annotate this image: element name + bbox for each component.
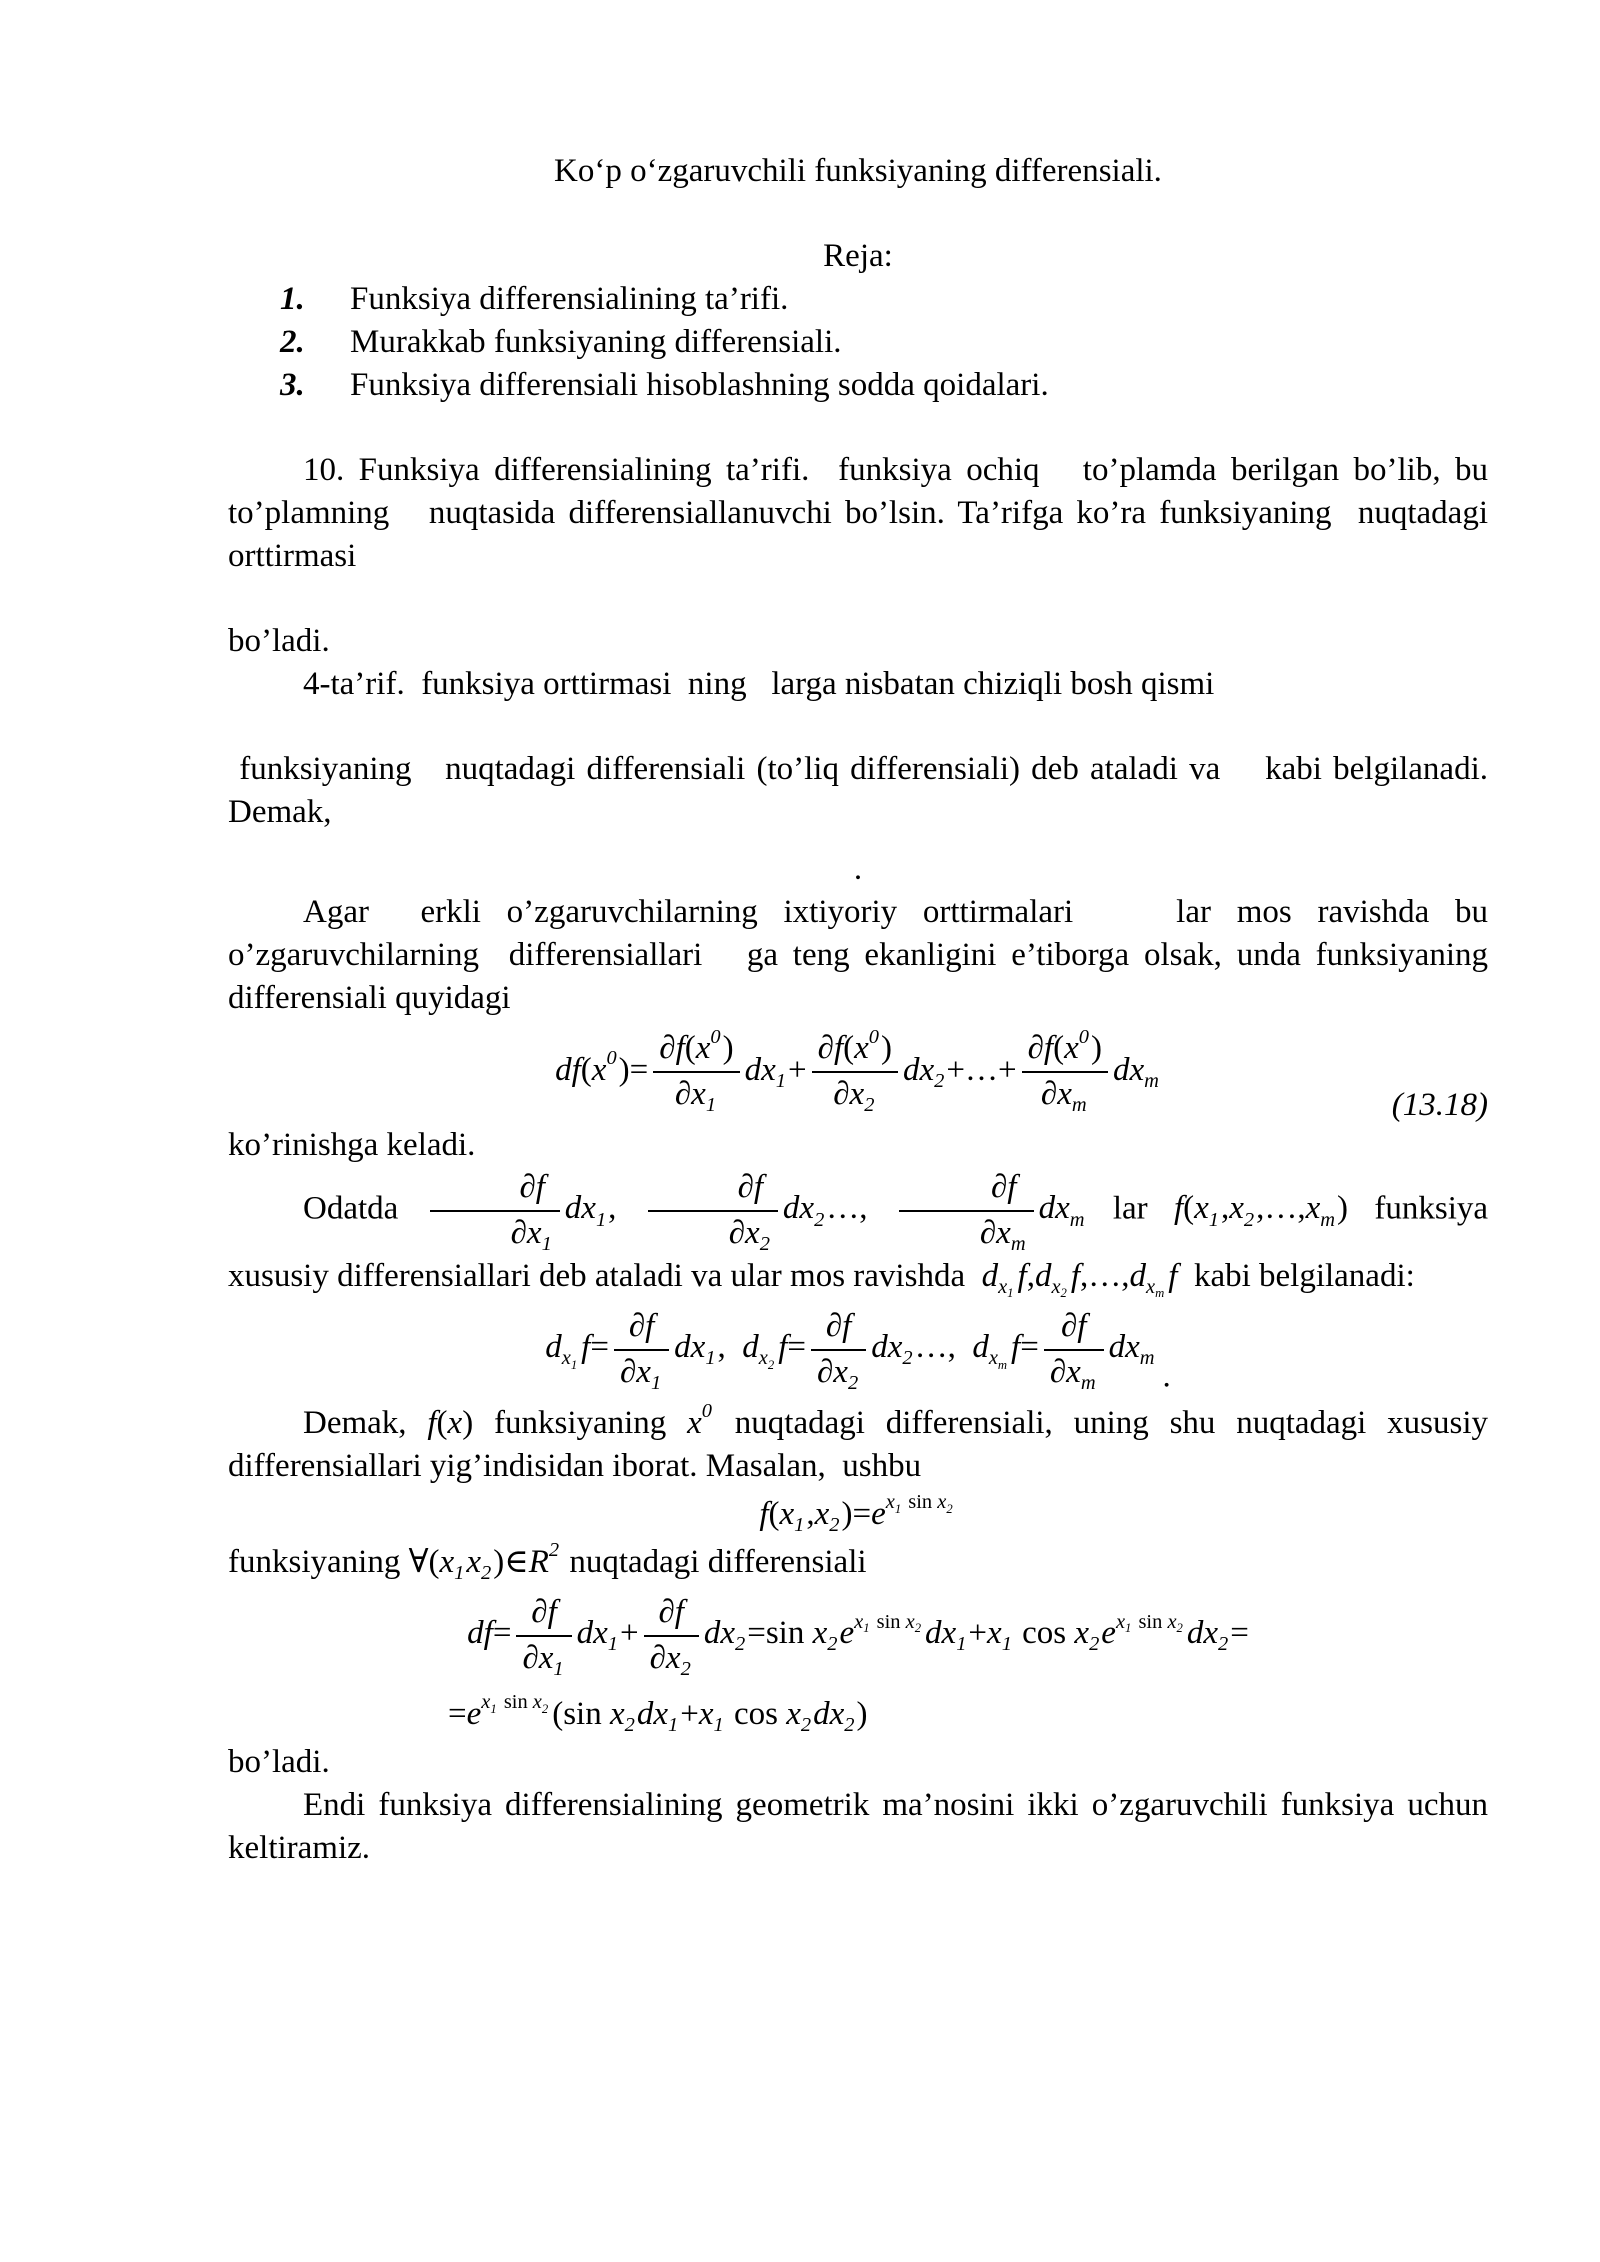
- fraction-numerator: [899, 1169, 1034, 1212]
- math-text: cos: [1013, 1615, 1075, 1652]
- math-symbol: dx: [813, 1695, 845, 1732]
- math-symbol: ∂x: [510, 1214, 542, 1251]
- list-item-text: Murakkab funksiyaning differensiali.: [350, 324, 842, 360]
- math-symbol: ∂f: [659, 1030, 685, 1066]
- lone-period: .: [853, 851, 863, 887]
- math-superscript: [1115, 1610, 1185, 1636]
- math-symbol: x: [532, 1691, 542, 1714]
- fraction-numerator: [614, 1308, 669, 1351]
- math-text: …,: [826, 1190, 894, 1227]
- math-symbol: ∂f: [658, 1593, 684, 1630]
- math-subscript: [998, 1275, 1015, 1301]
- math-symbol: dx: [1112, 1051, 1145, 1088]
- math-text: ,: [717, 1329, 743, 1366]
- list-item-text: Funksiya differensialining ta’rifi.: [350, 281, 789, 317]
- fraction: [812, 1025, 898, 1117]
- inline-math: [408, 1539, 562, 1584]
- math-symbol: x: [1115, 1610, 1126, 1633]
- math-symbol: x: [1146, 1275, 1156, 1298]
- math-symbol: x: [698, 1695, 714, 1732]
- math-symbol: ∂f: [825, 1307, 852, 1344]
- document-title: Ko‘p o‘zgaruvchili funksiyaning differensiali.: [554, 153, 1162, 189]
- math-subscript: [1146, 1275, 1166, 1301]
- inline-math: [425, 1168, 1087, 1255]
- paragraph-korinish: ko’rinishga keladi.: [228, 1126, 476, 1163]
- math-text: sin: [903, 1491, 938, 1514]
- math-subscript: 1: [1001, 1633, 1012, 1656]
- math-subscript: 2: [624, 1713, 635, 1736]
- math-subscript: m: [1071, 1094, 1087, 1117]
- math-symbol: x: [561, 1347, 571, 1370]
- math-symbol: x: [905, 1610, 915, 1633]
- math-symbol: x: [854, 1610, 864, 1633]
- math-subscript: 1: [956, 1633, 967, 1656]
- math-symbol: e: [839, 1615, 855, 1652]
- math-text: =: [1230, 1615, 1249, 1652]
- math-subscript: 1: [794, 1513, 805, 1536]
- fraction: [653, 1025, 739, 1117]
- math-superscript: 0: [868, 1025, 879, 1048]
- math-text: =: [787, 1329, 806, 1366]
- math-subscript: 2: [829, 1513, 840, 1536]
- math-text: =: [492, 1615, 512, 1652]
- math-subscript: m: [1144, 1069, 1159, 1092]
- fraction-denominator: [812, 1073, 898, 1117]
- math-symbol: ∂f: [628, 1307, 655, 1344]
- math-symbol: d: [545, 1329, 562, 1366]
- math-symbol: x: [466, 1543, 482, 1580]
- math-symbol: ∂x: [1049, 1353, 1081, 1390]
- math-text: ,…,: [1080, 1257, 1130, 1294]
- math-symbol: x: [1167, 1610, 1177, 1633]
- math-symbol: ∂x: [817, 1353, 848, 1390]
- math-symbol: x: [1229, 1190, 1244, 1227]
- list-marker: 2.: [280, 324, 305, 360]
- math-expression: [759, 1491, 956, 1536]
- math-symbol: ∂f: [1027, 1030, 1054, 1066]
- math-symbol: f: [778, 1329, 788, 1366]
- formula-13-18: [228, 1020, 1488, 1124]
- math-symbol: ∂x: [979, 1214, 1011, 1251]
- math-subscript: m: [1139, 1347, 1155, 1370]
- math-subscript: 1: [650, 1371, 662, 1394]
- formula-partial-differentials: [228, 1298, 1488, 1402]
- math-symbol: d: [981, 1257, 999, 1294]
- math-symbol: x: [447, 1404, 463, 1441]
- math-subscript: 1: [705, 1094, 717, 1117]
- math-subscript: [988, 1347, 1009, 1372]
- math-subscript: 2: [1060, 1286, 1067, 1301]
- math-text: ∈: [504, 1543, 529, 1580]
- math-symbol: R: [528, 1543, 549, 1580]
- math-symbol: ∂f: [990, 1168, 1017, 1205]
- paragraph-endi: Endi funksiya differensialining geometrik ma’nosini ikki o’zgaruvchili funksiya uchun keltiramiz.: [228, 1786, 1488, 1866]
- spacer: [228, 578, 1488, 620]
- math-text: ): [722, 1030, 734, 1066]
- math-subscript: m: [1069, 1208, 1085, 1231]
- math-expression: [555, 1025, 1161, 1117]
- inline-math: [427, 1405, 473, 1441]
- list-item: [280, 278, 1488, 321]
- math-symbol: f: [1011, 1329, 1021, 1366]
- math-symbol: x: [812, 1615, 828, 1652]
- fraction-numerator: [1022, 1025, 1108, 1073]
- spacer: [228, 706, 1488, 748]
- math-symbol: e: [466, 1695, 482, 1732]
- math-superscript: 2: [548, 1539, 560, 1562]
- math-subscript: 2: [847, 1371, 859, 1394]
- math-symbol: x: [779, 1495, 795, 1532]
- fraction-numerator: [430, 1169, 560, 1212]
- math-symbol: dx: [744, 1051, 776, 1088]
- math-subscript: 2: [800, 1713, 812, 1736]
- formula-example-function: [228, 1488, 1488, 1541]
- math-symbol: dx: [925, 1615, 957, 1652]
- math-text: +: [620, 1615, 639, 1652]
- fraction: [516, 1594, 571, 1678]
- math-symbol: ∂f: [1060, 1307, 1087, 1344]
- fraction: [648, 1169, 778, 1253]
- math-subscript: m: [1010, 1232, 1026, 1255]
- math-symbol: ∂f: [737, 1168, 764, 1205]
- math-symbol: ∂x: [728, 1214, 760, 1251]
- fraction-denominator: [811, 1351, 866, 1392]
- math-subscript: 2: [767, 1357, 775, 1372]
- math-text: +: [680, 1695, 699, 1732]
- math-text: =: [747, 1615, 766, 1652]
- math-subscript: 2: [734, 1633, 746, 1656]
- plan-list: [228, 278, 1488, 407]
- math-expression: [545, 1307, 1171, 1395]
- math-symbol: ∂f: [817, 1030, 844, 1066]
- math-symbol: x: [1305, 1190, 1321, 1227]
- fraction-denominator: [516, 1637, 571, 1678]
- math-subscript: 1: [775, 1069, 787, 1092]
- math-text: ): [1090, 1030, 1102, 1066]
- fraction-numerator: [516, 1594, 571, 1637]
- math-text: ): [881, 1030, 892, 1066]
- math-symbol: d: [742, 1329, 759, 1366]
- math-symbol: x: [1064, 1030, 1079, 1066]
- math-text: (: [1183, 1190, 1195, 1227]
- math-subscript: 2: [1218, 1633, 1229, 1656]
- math-subscript: 1: [553, 1657, 564, 1680]
- math-subscript: 1: [705, 1347, 716, 1370]
- math-subscript: 2: [946, 1501, 953, 1516]
- fraction: [430, 1169, 560, 1253]
- math-symbol: x: [987, 1615, 1002, 1652]
- fraction-denominator: [644, 1637, 699, 1678]
- math-symbol: x: [609, 1695, 625, 1732]
- math-subscript: 2: [1176, 1621, 1183, 1636]
- math-symbol: ∂x: [522, 1639, 554, 1676]
- inline-math: [687, 1400, 714, 1441]
- math-superscript: 0: [701, 1400, 712, 1423]
- math-expression: [467, 1593, 1249, 1680]
- math-symbol: x: [1194, 1190, 1209, 1227]
- math-symbol: dx: [636, 1695, 668, 1732]
- fraction: [1044, 1308, 1104, 1392]
- list-marker: 1.: [280, 281, 305, 317]
- math-text: (: [843, 1030, 855, 1066]
- math-subscript: 2: [481, 1561, 492, 1584]
- reja-heading: Reja:: [823, 238, 893, 274]
- math-subscript: 2: [827, 1633, 838, 1656]
- list-item: [280, 321, 1488, 364]
- list-marker: 3.: [280, 367, 305, 403]
- math-text: =: [629, 1051, 649, 1088]
- math-text: (: [684, 1030, 696, 1066]
- math-subscript: m: [997, 1357, 1008, 1372]
- math-superscript: [885, 1491, 955, 1516]
- math-symbol: dx: [576, 1615, 608, 1652]
- math-subscript: m: [1080, 1371, 1096, 1394]
- spacer: [228, 407, 1488, 449]
- math-subscript: 1: [607, 1633, 618, 1656]
- fraction-numerator: [648, 1169, 778, 1212]
- math-symbol: ∂x: [649, 1639, 681, 1676]
- paragraph-demak: Demak, f(x) funksiyaning $x^0$ nuqtadagi differensiali, uning shu nuqtadagi xususiy differensiallari yig’indisidan iborat. Masalan, ushbu: [228, 1400, 1488, 1484]
- math-subscript: 1: [894, 1501, 902, 1516]
- math-symbol: df: [555, 1051, 581, 1088]
- math-text: ,: [1026, 1257, 1035, 1294]
- math-subscript: 2: [914, 1621, 922, 1636]
- math-superscript: 0: [606, 1047, 617, 1070]
- fraction-denominator: [648, 1212, 778, 1253]
- math-subscript: 2: [1089, 1633, 1100, 1656]
- math-symbol: f: [1017, 1257, 1027, 1294]
- math-subscript: 2: [1243, 1208, 1255, 1231]
- math-superscript: [481, 1691, 550, 1716]
- math-text: (: [552, 1695, 564, 1732]
- math-text: ): [462, 1404, 474, 1441]
- fraction-denominator: [1022, 1073, 1108, 1117]
- math-subscript: 1: [1208, 1208, 1219, 1231]
- math-symbol: x: [786, 1695, 801, 1732]
- math-subscript: 1: [1125, 1621, 1132, 1636]
- math-symbol: x: [988, 1347, 998, 1370]
- math-symbol: x: [591, 1051, 607, 1088]
- fraction: [899, 1169, 1034, 1253]
- math-symbol: x: [854, 1030, 869, 1066]
- math-text: (: [436, 1404, 448, 1441]
- math-symbol: dx: [703, 1615, 735, 1652]
- math-text: sin: [563, 1695, 610, 1732]
- math-symbol: d: [1034, 1257, 1052, 1294]
- formula-number: (13.18): [1391, 1086, 1488, 1123]
- math-symbol: dx: [1038, 1190, 1070, 1227]
- paragraph-odatda: Odatda $\frac{\partial f}{\partial x_1}$ $dx_1$, $\frac{\partial f}{\partial x_2}$ $dx_2\dots$, $\frac{\partial f}{\partial x_m}$ $dx_m$ lar $f(x_1,x_2,\dots,x_m)$ funksiya xususiy differensiallari deb ataladi va ular mos ravishda $d_{x_1}$ $f,d_{x_2}$ $f,\dots,d_{x_m}$ f kabi belgilanadi:: [228, 1168, 1489, 1301]
- math-text: …,: [914, 1329, 973, 1366]
- math-symbol: df: [467, 1615, 493, 1652]
- paragraph-tarif4: 4-ta’rif. funksiya orttirmasi ning larga nisbatan chiziqli bosh qismi: [303, 666, 1215, 702]
- math-symbol: ∂x: [674, 1075, 706, 1112]
- math-symbol: dx: [564, 1190, 596, 1227]
- math-symbol: d: [1129, 1257, 1147, 1294]
- math-symbol: ∂x: [619, 1353, 651, 1390]
- math-subscript: m: [1320, 1208, 1336, 1231]
- list-item: [280, 364, 1488, 407]
- math-text: sin: [765, 1615, 813, 1652]
- math-text: sin: [871, 1610, 906, 1633]
- math-text: ∀: [408, 1543, 429, 1580]
- math-symbol: x: [1074, 1615, 1090, 1652]
- math-text: ,…,: [1256, 1190, 1306, 1227]
- math-period: .: [1162, 1358, 1171, 1395]
- math-subscript: [1051, 1275, 1068, 1301]
- paragraph-boladi-2: bo’ladi.: [228, 1743, 330, 1780]
- fraction-denominator: [1044, 1351, 1104, 1392]
- paragraph-boladi: bo’ladi.: [228, 623, 330, 659]
- math-symbol: e: [871, 1495, 886, 1532]
- math-text: +: [788, 1051, 807, 1088]
- math-subscript: 2: [680, 1657, 691, 1680]
- math-symbol: x: [695, 1030, 711, 1066]
- math-text: ): [856, 1695, 868, 1732]
- math-text: +: [968, 1615, 988, 1652]
- math-symbol: x: [758, 1347, 768, 1370]
- math-symbol: x: [885, 1491, 895, 1514]
- math-symbol: dx: [782, 1190, 815, 1227]
- math-text: =: [852, 1495, 872, 1532]
- fraction-denominator: [614, 1351, 669, 1392]
- math-symbol: x: [439, 1543, 455, 1580]
- math-symbol: f: [759, 1495, 769, 1532]
- fraction-denominator: [653, 1073, 739, 1117]
- math-superscript: [854, 1610, 923, 1636]
- math-superscript: 0: [1078, 1025, 1089, 1048]
- math-text: sin: [1133, 1610, 1168, 1633]
- math-symbol: f: [581, 1329, 591, 1366]
- math-subscript: 1: [454, 1561, 465, 1584]
- fraction: [1022, 1025, 1108, 1117]
- math-text: (: [768, 1495, 780, 1532]
- math-symbol: dx: [871, 1329, 903, 1366]
- fraction-numerator: [653, 1025, 739, 1073]
- math-text: (: [580, 1051, 592, 1088]
- math-subscript: 2: [902, 1347, 913, 1370]
- paragraph-funksiyaning: funksiyaning $\forall(x_1x_2)\in R^2$ nuqtadagi differensiali: [228, 1539, 867, 1584]
- math-text: =: [448, 1695, 467, 1732]
- fraction: [614, 1308, 669, 1392]
- fraction: [811, 1308, 866, 1392]
- math-subscript: 1: [541, 1232, 552, 1255]
- math-subscript: 2: [844, 1713, 855, 1736]
- math-subscript: 1: [570, 1357, 578, 1372]
- formula-df-simplified: [228, 1688, 1488, 1741]
- inline-math: [981, 1257, 1178, 1301]
- math-symbol: dx: [1108, 1329, 1140, 1366]
- math-symbol: x: [998, 1275, 1008, 1298]
- math-text: ): [618, 1051, 630, 1088]
- math-text: =: [1020, 1329, 1039, 1366]
- math-subscript: [758, 1347, 776, 1372]
- math-subscript: 1: [490, 1701, 497, 1716]
- math-symbol: x: [814, 1495, 830, 1532]
- math-symbol: x: [937, 1491, 947, 1514]
- math-subscript: 1: [595, 1208, 607, 1231]
- math-symbol: f: [1168, 1257, 1178, 1294]
- math-text: ): [493, 1543, 505, 1580]
- fraction: [644, 1594, 699, 1678]
- math-symbol: e: [1101, 1615, 1116, 1652]
- math-text: sin: [498, 1691, 533, 1714]
- fraction-numerator: [644, 1594, 699, 1637]
- math-text: ): [1337, 1190, 1349, 1227]
- math-text: ,: [806, 1495, 815, 1532]
- math-subscript: [561, 1347, 579, 1372]
- math-subscript: 1: [668, 1713, 679, 1736]
- math-symbol: ∂f: [531, 1593, 557, 1630]
- math-symbol: x: [687, 1404, 702, 1441]
- math-symbol: f: [427, 1404, 437, 1441]
- math-text: ,: [608, 1190, 643, 1227]
- list-item-text: Funksiya differensiali hisoblashning sodda qoidalari.: [350, 367, 1049, 403]
- math-subscript: m: [1155, 1286, 1165, 1301]
- math-text: =: [590, 1329, 609, 1366]
- math-subscript: 2: [541, 1701, 549, 1716]
- fraction-numerator: [812, 1025, 898, 1073]
- math-subscript: 1: [1007, 1286, 1014, 1301]
- paragraph-definition-intro: 10. Funksiya differensialining ta’rifi. funksiya ochiq to’plamda berilgan bo’lib, bu to’plamning nuqtasida differensiallanuvchi bo’lsin. Ta’rifga ko’ra funksiyaning nuqtadagi orttirmasi: [228, 452, 1488, 574]
- math-text: ): [841, 1495, 853, 1532]
- math-superscript: 0: [710, 1025, 721, 1048]
- math-expression: [448, 1691, 868, 1736]
- math-symbol: f: [1173, 1190, 1184, 1227]
- math-text: (: [428, 1543, 440, 1580]
- math-subscript: 1: [863, 1621, 870, 1636]
- math-symbol: d: [972, 1329, 989, 1366]
- math-text: (: [1053, 1030, 1065, 1066]
- math-symbol: ∂x: [1040, 1075, 1072, 1112]
- math-text: +…+: [946, 1051, 1017, 1088]
- math-symbol: dx: [903, 1051, 935, 1088]
- math-symbol: dx: [1186, 1615, 1219, 1652]
- math-symbol: f: [1070, 1257, 1081, 1294]
- math-subscript: 2: [814, 1208, 825, 1231]
- math-text: ,: [1221, 1190, 1230, 1227]
- math-subscript: 1: [713, 1713, 724, 1736]
- math-symbol: ∂f: [519, 1168, 545, 1205]
- math-text: cos: [725, 1695, 787, 1732]
- math-symbol: x: [481, 1691, 491, 1714]
- fraction-numerator: [811, 1308, 866, 1351]
- math-symbol: dx: [674, 1329, 706, 1366]
- spacer: [228, 193, 1488, 235]
- math-symbol: ∂x: [833, 1075, 865, 1112]
- formula-df-expansion: [228, 1584, 1488, 1688]
- math-symbol: x: [1051, 1275, 1061, 1298]
- fraction-denominator: [899, 1212, 1034, 1253]
- document-body: [228, 150, 1488, 1870]
- paragraph-differensial-def: funksiyaning nuqtadagi differensiali (to’liq differensiali) deb ataladi va kabi belgilanadi. Demak,: [228, 751, 1488, 830]
- fraction-denominator: [430, 1212, 560, 1253]
- math-subscript: 2: [864, 1094, 875, 1117]
- paragraph-agar: Agar erkli o’zgaruvchilarning ixtiyoriy orttirmalari lar mos ravishda bu o’zgaruvchilarning differensiallari ga teng ekanligini e’tiborga olsak, unda funksiyaning differensiali quyidagi: [228, 894, 1488, 1016]
- inline-math: [1173, 1190, 1349, 1231]
- math-subscript: 2: [934, 1069, 945, 1092]
- math-subscript: 2: [759, 1232, 770, 1255]
- fraction-numerator: [1044, 1308, 1104, 1351]
